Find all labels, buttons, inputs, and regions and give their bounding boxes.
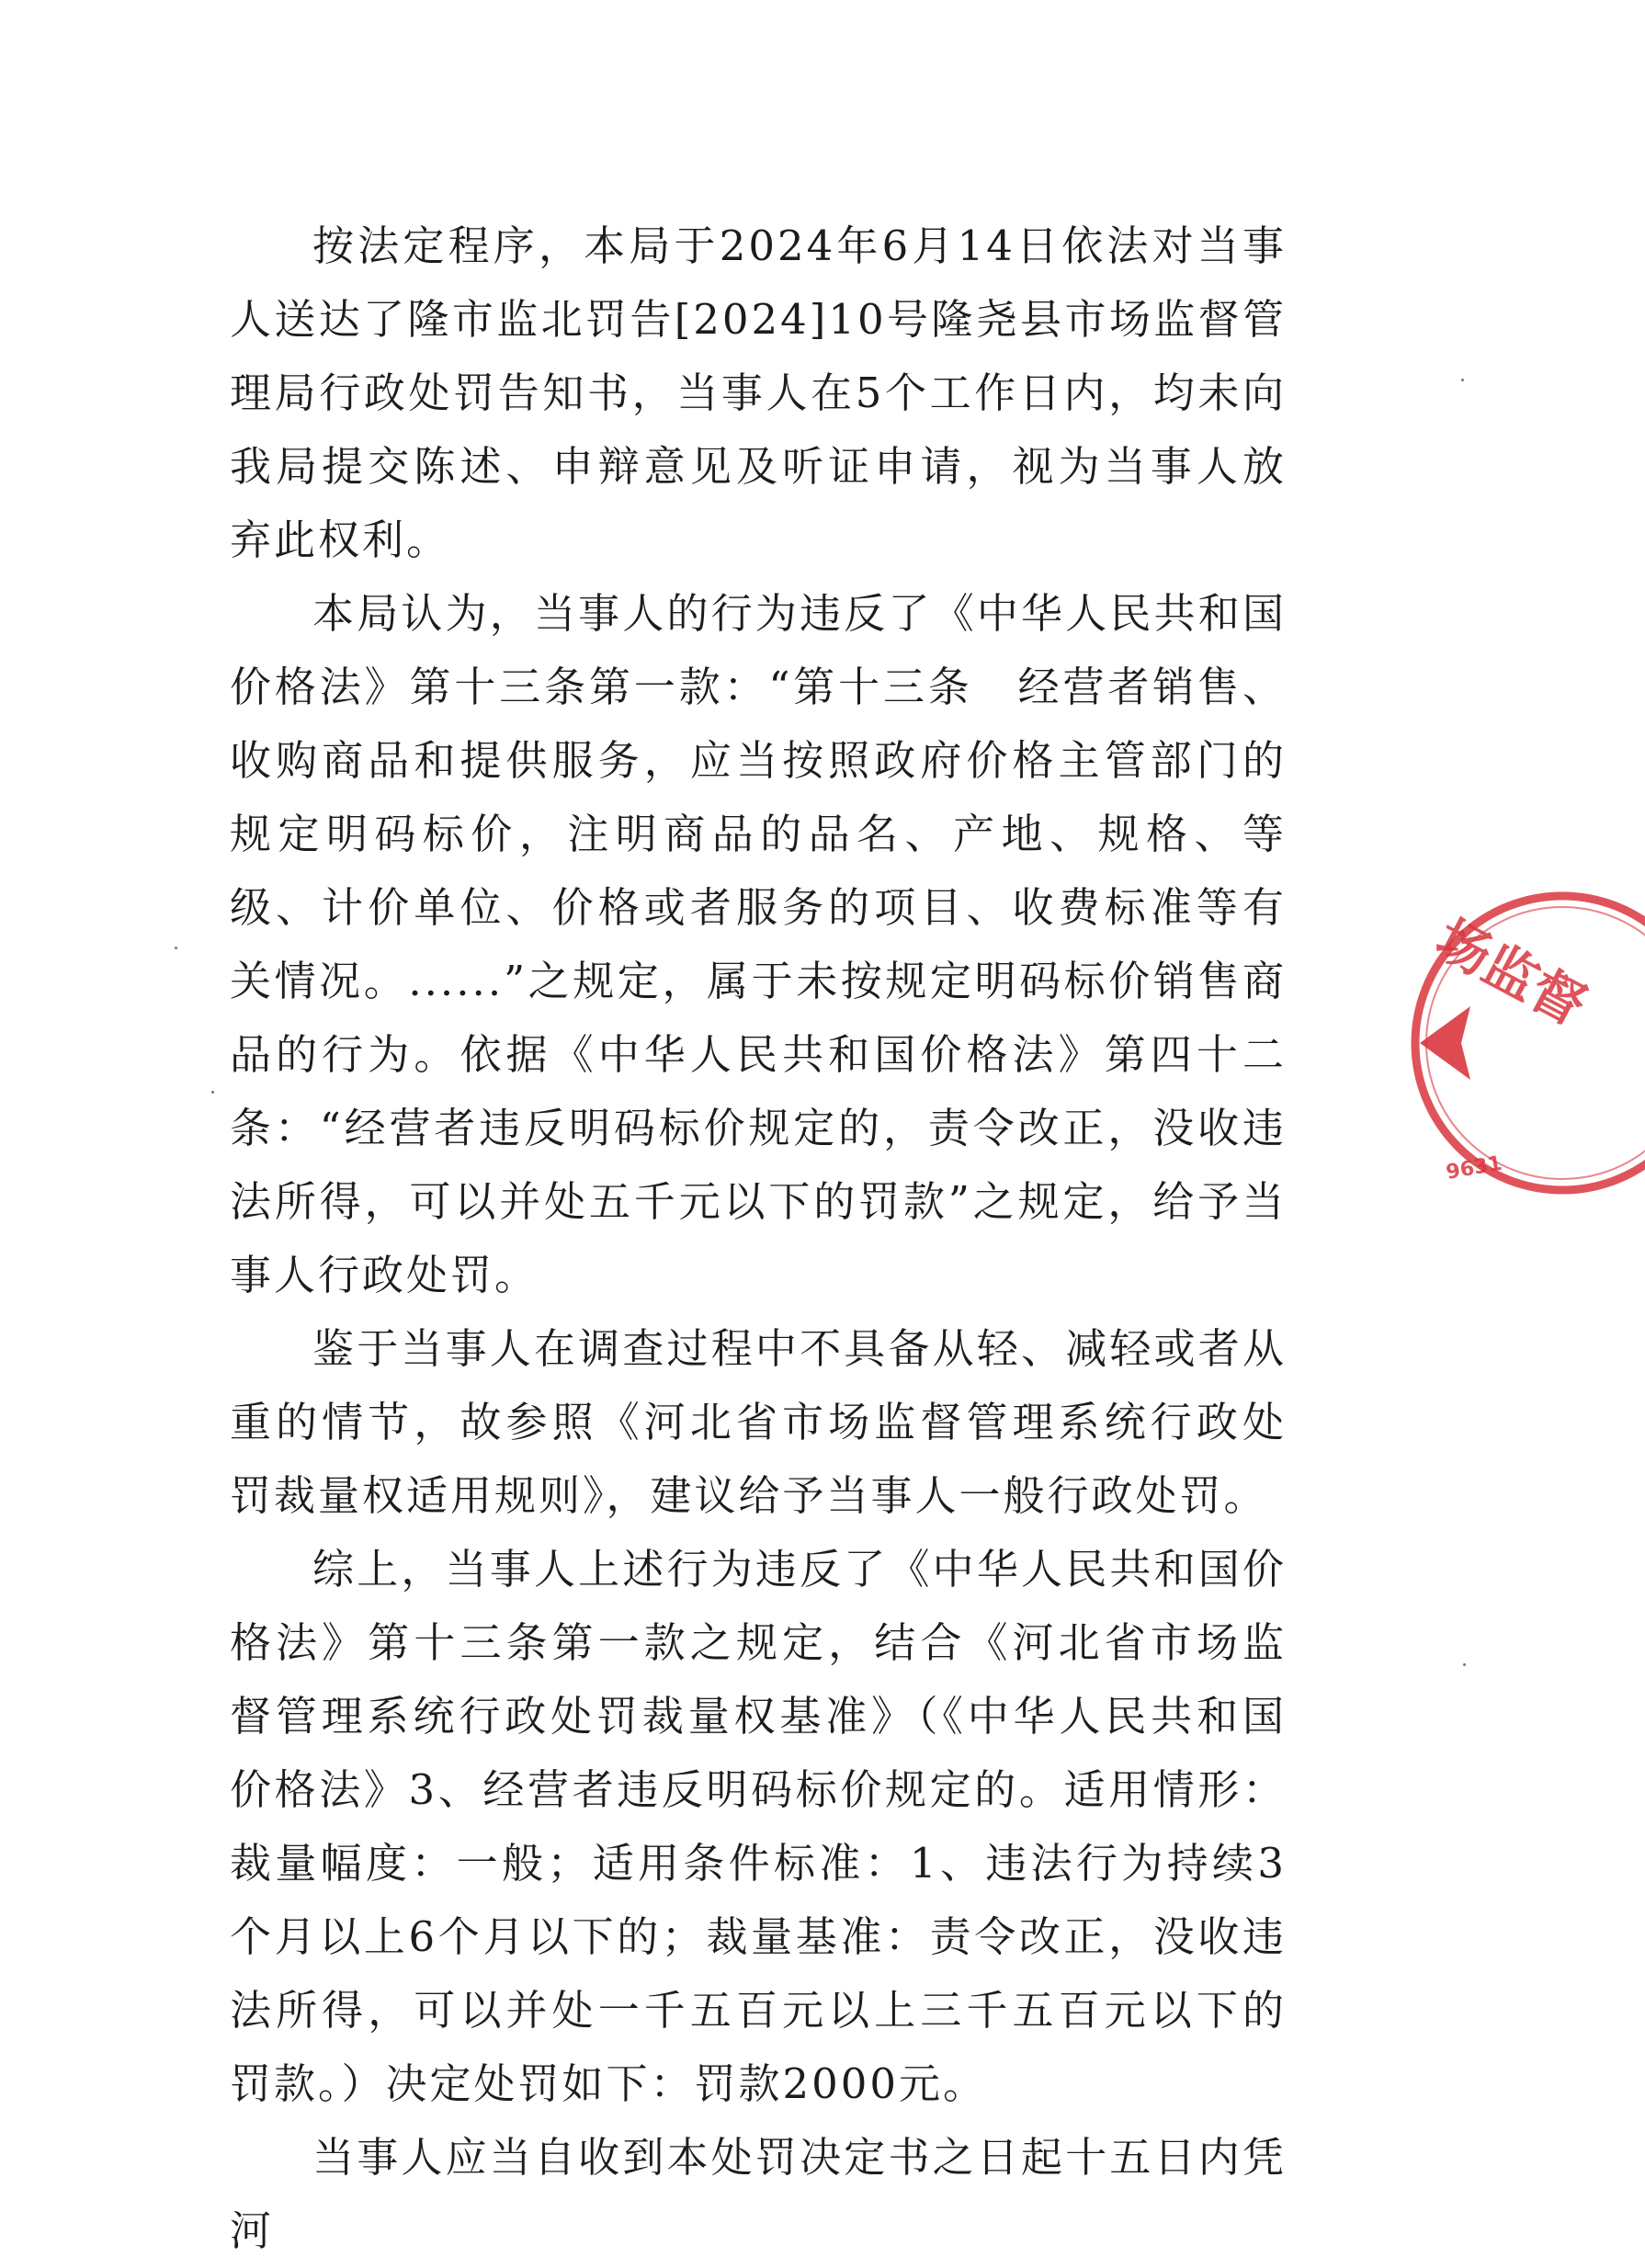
seal-star-icon: [1420, 1006, 1470, 1080]
scan-speck: [1463, 1663, 1466, 1666]
scan-speck: [211, 1091, 214, 1094]
paragraph-discretion: 鉴于当事人在调查过程中不具备从轻、减轻或者从重的情节，故参照《河北省市场监督管理系统行政处罚裁量权适用规则》，建议给予当事人一般行政处罚。: [230, 1324, 1287, 1520]
document-body: [230, 210, 1287, 2268]
seal-text: 场监督: [1425, 907, 1596, 1038]
scan-speck: [175, 947, 177, 949]
paragraph-notice-procedure: 按法定程序，本局于2024年6月14日依法对当事人送达了隆市监北罚告[2024]10号隆尧县市场监督管理局行政处罚告知书，当事人在5个工作日内，均未向我局提交陈述、申辩意见及听证申请，视为当事人放弃此权利。: [230, 221, 1287, 564]
paragraph-violation-finding: 本局认为，当事人的行为违反了《中华人民共和国价格法》第十三条第一款：“第十三条 经营者销售、收购商品和提供服务，应当按照政府价格主管部门的规定明码标价，注明商品的品名、产地、规格、等级、计价单位、价格或者服务的项目、收费标准等有关情况。......”之规定，属于未按规定明码标价销售商品的行为。依据《中华人民共和国价格法》第四十二条：“经营者违反明码标价规定的，责令改正，没收违法所得，可以并处五千元以下的罚款”之规定，给予当事人行政处罚。: [230, 589, 1287, 1299]
paragraph-payment-instruction: 当事人应当自收到本处罚决定书之日起十五日内凭河: [230, 2133, 1287, 2255]
official-seal-stamp: [1406, 887, 1645, 1199]
seal-code: 9631: [1444, 1151, 1504, 1185]
paragraph-decision: 综上，当事人上述行为违反了《中华人民共和国价格法》第十三条第一款之规定，结合《河北省市场监督管理系统行政处罚裁量权基准》（《中华人民共和国价格法》3、经营者违反明码标价规定的。适用情形：裁量幅度：一般；适用条件标准：1、违法行为持续3个月以上6个月以下的；裁量基准：责令改正，没收违法所得，可以并处一千五百元以上三千五百元以下的罚款。）决定处罚如下：罚款2000元。: [230, 1545, 1287, 2108]
scan-speck: [1461, 379, 1464, 381]
